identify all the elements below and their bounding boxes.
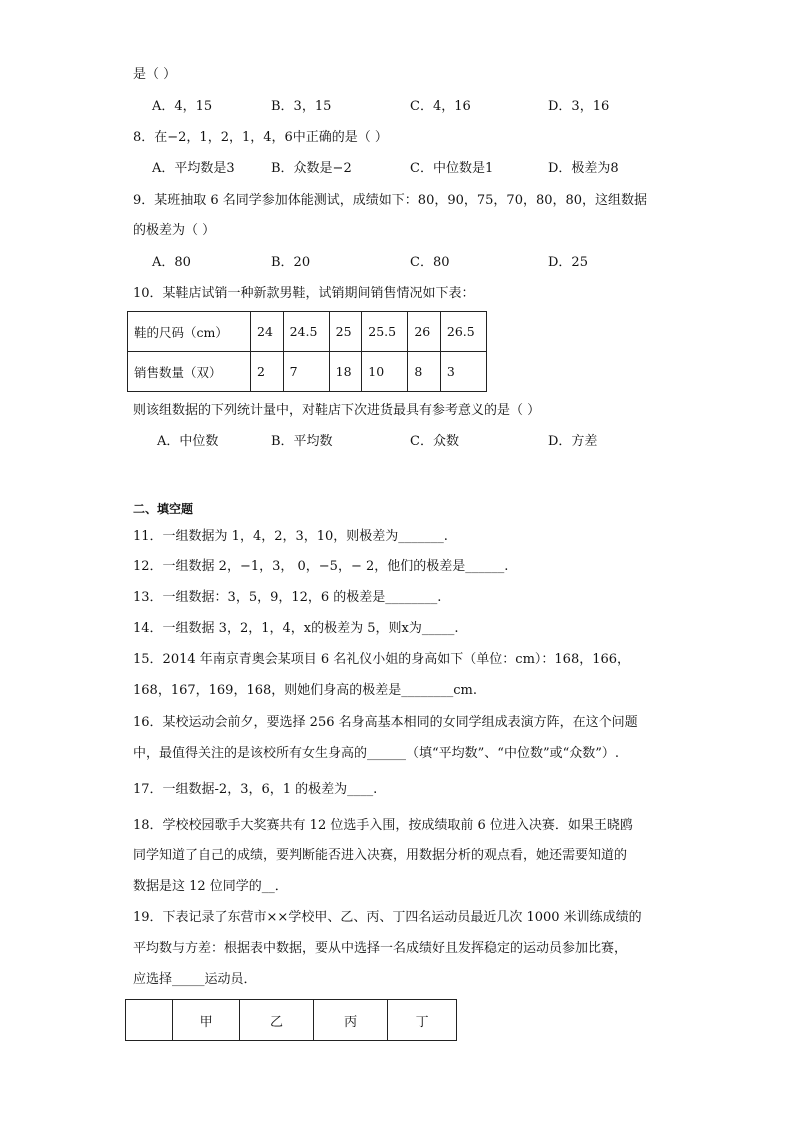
shoe-size-table bbox=[127, 311, 487, 392]
table-cell: 甲 bbox=[173, 1000, 240, 1041]
question-11: 11．一组数据为 1，4，2，3，10，则极差为_______. bbox=[133, 529, 448, 544]
question-16-line1: 16．某校运动会前夕，要选择 256 名身高基本相同的女同学组成表演方阵，在这个问题 bbox=[133, 715, 638, 730]
question-18-line2: 同学知道了自己的成绩，要判断能否进入决赛，用数据分析的观点看，她还需要知道的 bbox=[133, 848, 628, 863]
table-cell: 25.5 bbox=[362, 312, 408, 352]
question-17: 17．一组数据-2，3，6，1 的极差为____. bbox=[133, 782, 378, 797]
question-14: 14．一组数据 3，2，1，4，x的极差为 5，则x为_____. bbox=[133, 621, 459, 636]
question-13: 13．一组数据：3，5，9，12，6 的极差是________. bbox=[133, 590, 442, 605]
table-cell: 3 bbox=[440, 352, 486, 392]
table-row bbox=[128, 312, 487, 352]
question-15-line1: 15．2014 年南京青奥会某项目 6 名礼仪小姐的身高如下（单位：cm）：168，166， bbox=[133, 652, 631, 667]
question-9-line2: 的极差为（ ） bbox=[133, 223, 216, 238]
table-cell: 鞋的尺码（cm） bbox=[128, 312, 251, 352]
q10-option-c: C．众数 bbox=[410, 434, 459, 449]
table-cell: 26.5 bbox=[440, 312, 486, 352]
table-cell bbox=[126, 1000, 173, 1041]
q10-option-a: A．中位数 bbox=[157, 434, 219, 449]
question-12: 12．一组数据 2，−1，3， 0，−5，− 2，他们的极差是______. bbox=[133, 559, 509, 574]
q9-option-b: B．20 bbox=[271, 255, 311, 270]
question-8: 8．在−2，1，2，1，4，6中正确的是（ ） bbox=[133, 130, 388, 145]
option-d: D．3，16 bbox=[548, 99, 610, 114]
q9-option-a: A．80 bbox=[152, 255, 191, 270]
table-row bbox=[126, 1000, 457, 1041]
option-c: C．4，16 bbox=[410, 99, 471, 114]
table-cell: 25 bbox=[329, 312, 362, 352]
table-cell: 乙 bbox=[239, 1000, 313, 1041]
table-cell: 丁 bbox=[388, 1000, 457, 1041]
table-cell: 24.5 bbox=[283, 312, 329, 352]
table-row bbox=[128, 352, 487, 392]
table-cell: 24 bbox=[251, 312, 284, 352]
table-cell: 丙 bbox=[314, 1000, 388, 1041]
question-9-line1: 9．某班抽取 6 名同学参加体能测试，成绩如下：80，90，75，70，80，80，这组数据 bbox=[133, 193, 648, 208]
question-10-followup: 则该组数据的下列统计量中，对鞋店下次进货最具有参考意义的是（ ） bbox=[133, 403, 541, 418]
table-cell: 26 bbox=[408, 312, 441, 352]
table-cell: 2 bbox=[251, 352, 284, 392]
option-a: A．4，15 bbox=[152, 99, 213, 114]
question-18-line1: 18．学校校园歌手大奖赛共有 12 位选手入围，按成绩取前 6 位进入决赛．如果王晓鸥 bbox=[133, 818, 633, 833]
q10-option-d: D．方差 bbox=[548, 434, 598, 449]
table-cell: 7 bbox=[283, 352, 329, 392]
option-b: B．3，15 bbox=[271, 99, 332, 114]
question-18-line3: 数据是这 12 位同学的__． bbox=[133, 879, 288, 894]
table-cell: 10 bbox=[362, 352, 408, 392]
question-16-line2: 中，最值得关注的是该校所有女生身高的______（填“平均数”、“中位数”或“众数”）. bbox=[133, 746, 620, 761]
q8-option-d: D．极差为8 bbox=[548, 161, 619, 176]
q10-option-b: B．平均数 bbox=[271, 434, 333, 449]
q9-option-d: D．25 bbox=[548, 255, 588, 270]
q8-option-a: A．平均数是3 bbox=[152, 161, 235, 176]
question-19-line3: 应选择_____运动员． bbox=[133, 972, 257, 987]
q9-option-c: C．80 bbox=[410, 255, 450, 270]
question-continuation: 是（ ） bbox=[133, 67, 177, 82]
section-title: 二、填空题 bbox=[133, 502, 194, 516]
table-cell: 18 bbox=[329, 352, 362, 392]
athlete-table bbox=[125, 999, 457, 1041]
question-15-line2: 168，167，169，168，则她们身高的极差是________cm. bbox=[133, 683, 477, 698]
q8-option-b: B．众数是−2 bbox=[271, 161, 352, 176]
table-cell: 销售数量（双） bbox=[128, 352, 251, 392]
table-cell: 8 bbox=[408, 352, 441, 392]
question-10: 10．某鞋店试销一种新款男鞋，试销期间销售情况如下表： bbox=[133, 286, 475, 301]
question-19-line1: 19．下表记录了东营市××学校甲、乙、丙、丁四名运动员最近几次 1000 米训练成绩的 bbox=[133, 910, 642, 925]
question-19-line2: 平均数与方差：根据表中数据，要从中选择一名成绩好且发挥稳定的运动员参加比赛， bbox=[133, 941, 628, 956]
q8-option-c: C．中位数是1 bbox=[410, 161, 494, 176]
